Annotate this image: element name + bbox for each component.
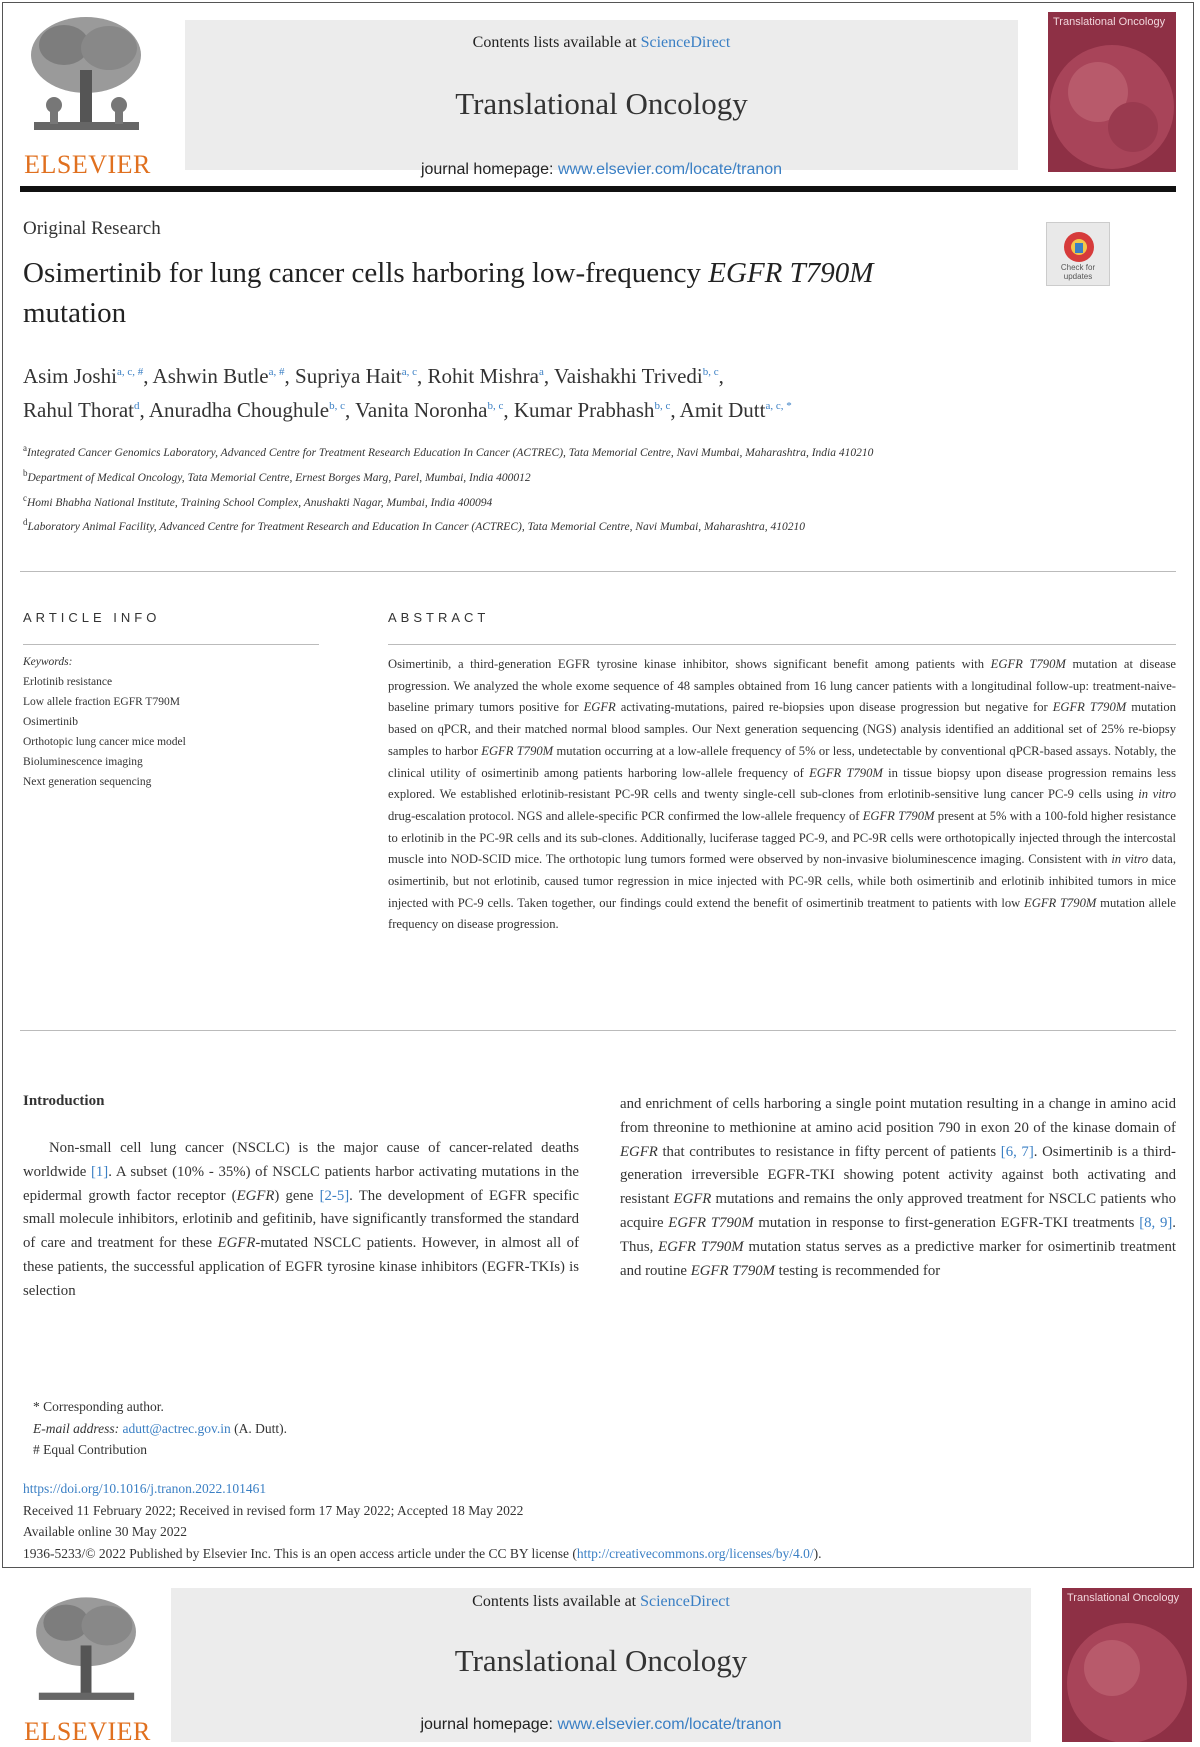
- license-link[interactable]: http://creativecommons.org/licenses/by/4.0/: [576, 1545, 814, 1561]
- affiliation-letter: a: [23, 443, 27, 453]
- author-name[interactable]: Vanita Noronha: [355, 398, 488, 422]
- author-separator: ,: [543, 364, 554, 388]
- affiliation-text: Laboratory Animal Facility, Advanced Centre for Treatment Research and Education In Cancer (ACTREC), Tata Memorial Centre, Navi Mumbai, Maharashtra, 410210: [27, 521, 805, 534]
- abstract-text: Osimertinib, a third-generation EGFR tyrosine kinase inhibitor, shows significant benefit among patients with EGFR T790M mutation at disease progression. We analyzed the whole exome sequence of 48 samples obtained from 16 lung cancer patients with a longitudinal follow-up: treatment-naive-baseline primary tumors positive for EGFR activating-mutations, paired re-biopsies upon disease progression but negative for EGFR T790M mutation based on qPCR, and their matched normal blood samples. Our Next generation sequencing (NGS) analysis identified an additional set of 25% re-biopsy samples to harbor EGFR T790M mutation occurring at a low-allele frequency of 5% or less, undetectable by conventional qPCR-based assays. Notably, the clinical utility of osimertinib among patients harboring low-allele frequency of EGFR T790M in tissue biopsy upon disease progression remains less explored. We established erlotinib-resistant PC-9R cells and twenty single-cell sub-clones from erlotinib-sensitive lung cancer PC-9 cells using in vitro drug-escalation protocol. NGS and allele-specific PCR confirmed the low-allele frequency of EGFR T790M present at 5% with a 100-fold higher resistance to erlotinib in the PC-9R cells and its sub-clones. Additionally, luciferase tagged PC-9, and PC-9R cells were orthotopically injected through the intercostal muscle into NOD-SCID mice. The orthotopic lung tumors formed were observed by non-invasive bioluminescence imaging. Consistent with in vitro data, osimertinib, but not erlotinib, caused tumor regression in mice injected with PC-9R cells, while both osimertinib and erlotinib inhibited tumors in mice injected with PC-9 cells. Taken together, our findings could extend the benefit of osimertinib treatment to patients with low EGFR T790M mutation allele frequency on disease progression.: [388, 657, 1177, 932]
- cover-art-icon: [1048, 12, 1176, 172]
- author-separator: ,: [503, 398, 514, 422]
- intro-column-left: Non-small cell lung cancer (NSCLC) is the major cause of cancer-related deaths worldwide [1]. A subset (10% - 35%) of NSCLC patients harbor activating mutations in the epidermal growth factor receptor (EGFR) gene [2-5]. The development of EGFR specific small molecule inhibitors, erlotinib and gefitinib, have significantly transformed the standard of care and treatment for these EGFR-mutated NSCLC patients. However, in almost all of these patients, the successful application of EGFR tyrosine kinase inhibitors (EGFR-TKIs) is selection: [23, 1140, 579, 1299]
- keyword: Low allele fraction EGFR T790M: [23, 696, 180, 708]
- affiliations-rule: [20, 571, 1176, 572]
- article-meta: [23, 1478, 821, 1564]
- authors-line-2: [23, 391, 1123, 425]
- affiliation: [23, 463, 1023, 488]
- article-info-rule: [23, 644, 319, 645]
- citation-link[interactable]: [1]: [90, 1163, 109, 1180]
- affiliation-text: Department of Medical Oncology, Tata Memorial Centre, Ernest Borges Marg, Parel, Mumbai, India 400012: [27, 471, 531, 484]
- abstract-rule: [388, 644, 1176, 645]
- header-rule: [20, 186, 1176, 192]
- abstract-bottom-rule: [20, 1030, 1176, 1031]
- elsevier-wordmark: ELSEVIER: [24, 1717, 151, 1746]
- author-affiliation-sup[interactable]: a, c, #: [116, 366, 144, 378]
- affiliation-letter: c: [23, 492, 27, 503]
- author-list: [23, 357, 1123, 425]
- introduction-heading: Introduction: [23, 1093, 105, 1109]
- elsevier-wordmark: ELSEVIER: [24, 150, 151, 179]
- affiliation: [23, 488, 1023, 513]
- homepage-line: journal homepage: www.elsevier.com/locate/tranon: [420, 161, 783, 178]
- author-affiliation-sup[interactable]: b, c: [654, 400, 671, 412]
- authors-line-1: [23, 357, 1123, 391]
- keyword-list: [23, 672, 323, 792]
- equal-contribution-note: # Equal Contribution: [33, 1442, 147, 1457]
- author-affiliation-sup[interactable]: d: [134, 400, 140, 412]
- author-affiliation-sup[interactable]: a, c: [401, 366, 418, 378]
- author-name[interactable]: Ashwin Butle: [152, 364, 269, 388]
- check-for-updates-badge[interactable]: [1046, 222, 1110, 286]
- citation-link[interactable]: [6, 7]: [1000, 1143, 1034, 1160]
- elsevier-tree-icon: [24, 1591, 149, 1709]
- keyword: Erlotinib resistance: [23, 676, 113, 688]
- elsevier-logo-repeat[interactable]: [20, 1591, 155, 1746]
- journal-header: [0, 10, 1200, 179]
- author-name[interactable]: Supriya Hait: [295, 364, 402, 388]
- author-affiliation-sup[interactable]: a: [538, 366, 544, 378]
- journal-title: Translational Oncology: [454, 1643, 748, 1678]
- email-note: E-mail address: adutt@actrec.gov.in (A. Dutt).: [33, 1420, 288, 1436]
- affiliation-letter: b: [23, 467, 28, 478]
- cover-title: Translational Oncology: [1067, 1592, 1180, 1604]
- elsevier-logo[interactable]: [20, 10, 155, 180]
- author-name[interactable]: Anuradha Choughule: [148, 398, 330, 422]
- corresponding-author-note: * Corresponding author.: [33, 1399, 164, 1414]
- author-separator: ,: [718, 364, 724, 388]
- keywords-label: Keywords:: [23, 656, 73, 668]
- author-affiliation-sup[interactable]: b, c: [487, 400, 504, 412]
- affiliation-text: Integrated Cancer Genomics Laboratory, Advanced Centre for Treatment Research Education In Cancer (ACTREC), Tata Memorial Centre, Navi Mumbai, Maharashtra, India 410210: [27, 446, 874, 459]
- keyword: Next generation sequencing: [23, 776, 152, 788]
- keyword: Orthotopic lung cancer mice model: [23, 736, 186, 748]
- author-name[interactable]: Asim Joshi: [23, 364, 117, 388]
- affiliation-letter: d: [23, 517, 28, 528]
- intro-column-right: and enrichment of cells harboring a single point mutation resulting in a change in amino acid from threonine to methionine at amino acid position 790 in exon 20 of the kinase domain of EGFR that contributes to resistance in fifty percent of patients [6, 7]. Osimertinib is a third-generation irreversible EGFR-TKI showing potent activity against both activating and resistant EGFR mutations and remains the only approved treatment for NSCLC patients who acquire EGFR T790M mutation in response to first-generation EGFR-TKI treatments [8, 9]. Thus, EGFR T790M mutation status serves as a predictive marker for osimertinib treatment and routine EGFR T790M testing is recommended for: [620, 1096, 1176, 1279]
- author-name[interactable]: Amit Dutt: [679, 398, 766, 422]
- article-type: Original Research: [23, 218, 161, 239]
- author-separator: ,: [139, 398, 149, 422]
- check-updates-label: Check for updates: [1060, 263, 1096, 281]
- author-separator: ,: [417, 364, 428, 388]
- available-online: Available online 30 May 2022: [23, 1524, 187, 1539]
- journal-header-repeat: [0, 1588, 1200, 1746]
- journal-title: Translational Oncology: [455, 86, 748, 121]
- author-separator: ,: [284, 364, 296, 388]
- elsevier-tree-icon: [24, 10, 149, 140]
- contents-line: Contents lists available at ScienceDirect: [472, 1593, 730, 1610]
- affiliations: [23, 438, 1023, 537]
- abstract-heading: ABSTRACT: [388, 610, 490, 625]
- homepage-link[interactable]: www.elsevier.com/locate/tranon: [557, 161, 783, 178]
- journal-cover: [1062, 1588, 1192, 1742]
- keyword: Osimertinib: [23, 716, 78, 728]
- keyword: Bioluminescence imaging: [23, 756, 143, 768]
- author-separator: ,: [344, 398, 356, 422]
- homepage-line: journal homepage: www.elsevier.com/locate/tranon: [420, 1716, 782, 1733]
- article-info-heading: ARTICLE INFO: [23, 610, 161, 625]
- author-affiliation-sup[interactable]: b, c: [702, 366, 719, 378]
- author-name[interactable]: Rahul Thorat: [23, 398, 135, 422]
- cover-title: Translational Oncology: [1053, 16, 1166, 28]
- contents-line: Contents lists available at ScienceDirect: [472, 34, 731, 51]
- article-title: Osimertinib for lung cancer cells harboring low-frequency EGFR T790M mutation: [23, 257, 874, 329]
- keywords-block: [23, 652, 323, 792]
- doi-link[interactable]: https://doi.org/10.1016/j.tranon.2022.101461: [23, 1481, 267, 1496]
- citation-link[interactable]: [2-5]: [319, 1187, 350, 1204]
- author-affiliation-sup[interactable]: a, #: [268, 366, 285, 378]
- author-separator: ,: [670, 398, 680, 422]
- author-affiliation-sup[interactable]: a, c, *: [765, 400, 792, 412]
- check-updates-icon: [1047, 227, 1111, 267]
- author-name[interactable]: Rohit Mishra: [427, 364, 539, 388]
- citation-link[interactable]: [8, 9]: [1139, 1214, 1173, 1231]
- footnotes: [33, 1396, 287, 1461]
- email-link[interactable]: adutt@actrec.gov.in: [122, 1420, 231, 1436]
- sciencedirect-link[interactable]: ScienceDirect: [640, 1593, 730, 1610]
- author-name[interactable]: Vaishakhi Trivedi: [553, 364, 703, 388]
- affiliation: [23, 512, 1023, 537]
- author-name[interactable]: Kumar Prabhash: [513, 398, 655, 422]
- affiliation-text: Homi Bhabha National Institute, Training School Complex, Anushakti Nagar, Mumbai, India 400094: [27, 496, 493, 509]
- cover-art-icon: [1062, 1588, 1192, 1742]
- received-dates: Received 11 February 2022; Received in revised form 17 May 2022; Accepted 18 May 2022: [23, 1502, 524, 1518]
- journal-cover: [1048, 12, 1176, 172]
- author-affiliation-sup[interactable]: b, c: [329, 400, 345, 412]
- license-line: 1936-5233/© 2022 Published by Elsevier Inc. This is an open access article under the CC BY license (http://creativecommons.org/licenses/by/4.0/).: [23, 1545, 822, 1561]
- sciencedirect-link[interactable]: ScienceDirect: [640, 34, 731, 51]
- homepage-link[interactable]: www.elsevier.com/locate/tranon: [557, 1716, 782, 1733]
- affiliation: [23, 438, 1023, 463]
- author-separator: ,: [143, 364, 153, 388]
